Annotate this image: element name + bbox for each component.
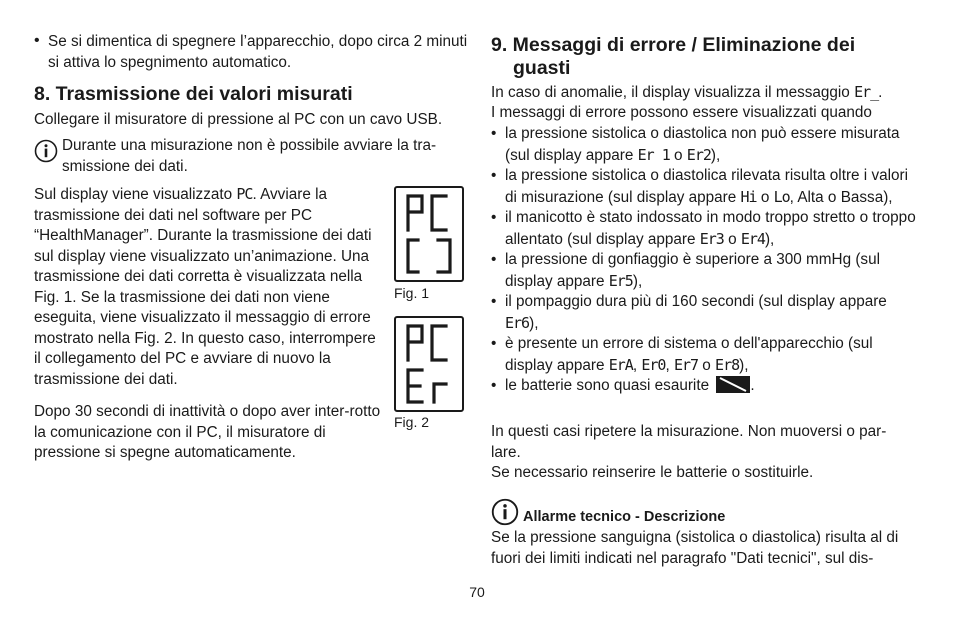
section-9-heading: 9. Messaggi di errore / Eliminazione dei guasti	[491, 34, 856, 79]
list-item: • il pompaggio dura più di 160 secondi (sul display appare Er6),	[491, 293, 887, 332]
battery-low-icon	[716, 376, 750, 393]
error-intro: In caso di anomalie, il display visualizza il messaggio Er_.	[491, 83, 883, 101]
fig2-caption: Fig. 2	[394, 414, 430, 430]
section-8-heading: 8. Trasmissione dei valori misurati	[34, 83, 353, 105]
list-item: • la pressione di gonfiaggio è superiore a 300 mmHg (sul display appare Er5),	[491, 251, 880, 290]
list-item: • le batterie sono quasi esaurite .	[491, 377, 755, 394]
alarm-text: Se la pressione sanguigna (sistolica o diastolica) risulta al di fuori dei limiti indicati nel paragrafo "Dati tecnici", sul dis-	[491, 529, 899, 567]
auto-off-bullet: • Se si dimentica di spegnere l’apparecchio, dopo circa 2 minuti si attiva lo spegnimento automatico.	[34, 32, 468, 73]
pc-display-code: PC	[236, 185, 253, 203]
error-intro-2: I messaggi di errore possono essere visualizzati quando	[491, 104, 872, 121]
left-column	[34, 0, 468, 461]
transfer-paragraph: Sul display viene visualizzato PC. Avviare la trasmissione dei dati nel software per PC “HealthManager”. Durante la trasmissione dei dati sul display viene visualizzato un’animazione. Una trasmissione dei dati corretta è visualizzata nella Fig. 1. Se la trasmissione dei dati non viene eseguita, viene visualizzato il messaggio di errore mostrato nella Fig. 2. In questo caso, interrompere il collegamento del PC e avviare di nuovo la trasmissione dei dati.	[34, 185, 376, 388]
replace-paragraph: Se necessario reinserire le batterie o sostituirle.	[491, 464, 814, 481]
transfer-note: Durante una misurazione non è possibile avviare la tra-smissione dei dati.	[62, 137, 437, 175]
list-item: • è presente un errore di sistema o dell'apparecchio (sul display appare ErA, Er0, Er7 o Er8),	[491, 335, 873, 374]
fig1-display	[394, 186, 464, 282]
list-item: • la pressione sistolica o diastolica non può essere misurata (sul display appare Er 1 o Er2),	[491, 125, 900, 164]
error-list	[491, 124, 921, 397]
info-icon	[34, 139, 58, 168]
page-number: 70	[469, 584, 485, 600]
fig1-caption: Fig. 1	[394, 285, 430, 301]
pc-transfer-display-icon	[396, 188, 462, 280]
alarm-title: Allarme tecnico - Descrizione	[523, 509, 726, 525]
auto-off-paragraph: Dopo 30 secondi di inattività o dopo aver inter-rotto la comunicazione con il PC, il misuratore di pressione si spegne automaticamente.	[34, 403, 381, 461]
fig2-display	[394, 316, 464, 412]
usb-intro: Collegare il misuratore di pressione al PC con un cavo USB.	[34, 111, 443, 128]
list-item: • il manicotto è stato indossato in modo troppo stretto o troppo allentato (sul display appare Er3 o Er4),	[491, 209, 916, 248]
list-item: • la pressione sistolica o diastolica rilevata risulta oltre i valori di misurazione (sul display appare Hi o Lo, Alta o Bassa),	[491, 167, 908, 206]
info-icon	[491, 498, 519, 531]
auto-off-text: Se si dimentica di spegnere l’apparecchio, dopo circa 2 minuti si attiva lo spegnimento automatico.	[48, 33, 468, 71]
pc-error-display-icon	[396, 318, 462, 410]
er-code: Er_	[854, 83, 879, 101]
repeat-paragraph: In questi casi ripetere la misurazione. Non muoversi o par-lare.	[491, 423, 887, 461]
